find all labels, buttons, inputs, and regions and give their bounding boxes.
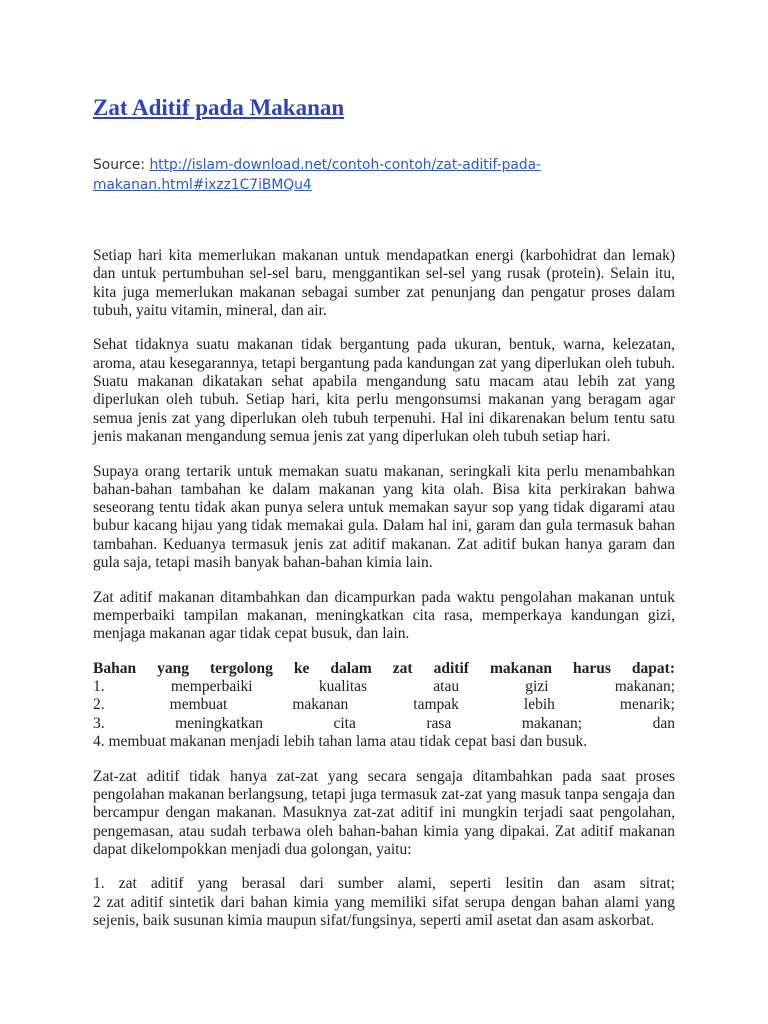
paragraph-additives-intro: Supaya orang tertarik untuk memakan suatu makanan, seringkali kita perlu menambahkan bahan-bahan tambahan ke dalam makanan yang kita olah. Bisa kita perkirakan bahwa seseorang tentu tidak akan punya selera untuk memakan sayur sop yang tidak digarami atau bubur kacang hijau yang tidak memakai gula. Dalam hal ini, garam dan gula termasuk bahan tambahan. Keduanya termasuk jenis zat aditif makanan. Zat aditif bukan hanya garam dan gula saja, tetapi masih banyak bahan-bahan kimia lain. bbox=[93, 462, 675, 572]
paragraph-classification: Zat-zat aditif tidak hanya zat-zat yang secara sengaja ditambahkan pada saat proses pengolahan makanan berlangsung, tetapi juga termasuk zat-zat yang masuk tanpa sengaja dan bercampur dengan makanan. Masuknya zat-zat aditif ini mungkin terjadi saat pengolahan, pengemasan, atau sudah terbawa oleh bahan-bahan kimia yang dipakai. Zat aditif makanan dapat dikelompokkan menjadi dua golongan, yaitu: bbox=[93, 767, 675, 858]
source-line bbox=[93, 155, 675, 195]
requirement-item: 2. membuat makanan tampak lebih menarik; bbox=[93, 696, 675, 714]
paragraph-nutrition-needs: Setiap hari kita memerlukan makanan untuk mendapatkan energi (karbohidrat dan lemak) dan untuk pertumbuhan sel-sel baru, menggantikan sel-sel yang rusak (protein). Selain itu, kita juga memerlukan makanan sebagai sumber zat penunjang dan pengatur proses dalam tubuh, yaitu vitamin, mineral, dan air. bbox=[93, 247, 675, 319]
requirement-item: 3. meningkatkan cita rasa makanan; dan bbox=[93, 714, 675, 732]
requirement-item: 1. memperbaiki kualitas atau gizi makanan; bbox=[93, 678, 675, 696]
requirements-list bbox=[93, 660, 675, 751]
source-label: Source: bbox=[93, 157, 146, 173]
document-body bbox=[93, 247, 675, 930]
requirement-item: 4. membuat makanan menjadi lebih tahan lama atau tidak cepat basi dan busuk. bbox=[93, 733, 588, 751]
document-title bbox=[93, 95, 675, 121]
paragraph-healthy-food: Sehat tidaknya suatu makanan tidak bergantung pada ukuran, bentuk, warna, kelezatan, aroma, atau kesegarannya, tetapi bergantung pada kandungan zat yang diperlukan oleh tubuh. Suatu makanan dikatakan sehat apabila mengandung satu macam atau lebih zat yang diperlukan oleh tubuh. Setiap hari, kita perlu mengonsumsi makanan yang beragam agar semua jenis zat yang diperlukan oleh tubuh terpenuhi. Hal ini dikarenakan belum tentu satu jenis makanan mengandung semua jenis zat yang diperlukan oleh tubuh setiap hari. bbox=[93, 336, 675, 445]
additive-group-item: 1. zat aditif yang berasal dari sumber alami, seperti lesitin dan asam sitrat; bbox=[93, 875, 675, 893]
requirements-heading: Bahan yang tergolong ke dalam zat aditif makanan harus dapat: bbox=[93, 659, 675, 677]
paragraph-additive-purpose: Zat aditif makanan ditambahkan dan dicampurkan pada waktu pengolahan makanan untuk memperbaiki tampilan makanan, meningkatkan cita rasa, memperkaya kandungan gizi, menjaga makanan agar tidak cepat busuk, dan lain. bbox=[93, 588, 675, 643]
additive-group-item: 2 zat aditif sintetik dari bahan kimia yang memiliki sifat serupa dengan bahan alami yang sejenis, baik susunan kimia maupun sifat/fungsinya, seperti amil asetat dan asam askorbat. bbox=[93, 893, 675, 929]
document-title-link[interactable]: Zat Aditif pada Makanan bbox=[93, 95, 345, 120]
source-link[interactable]: http://islam-download.net/contoh-contoh/zat-aditif-pada-makanan.html#ixzz1C7iBMQu4 bbox=[93, 157, 542, 193]
additive-groups-list bbox=[93, 875, 675, 930]
document-content bbox=[93, 95, 675, 947]
